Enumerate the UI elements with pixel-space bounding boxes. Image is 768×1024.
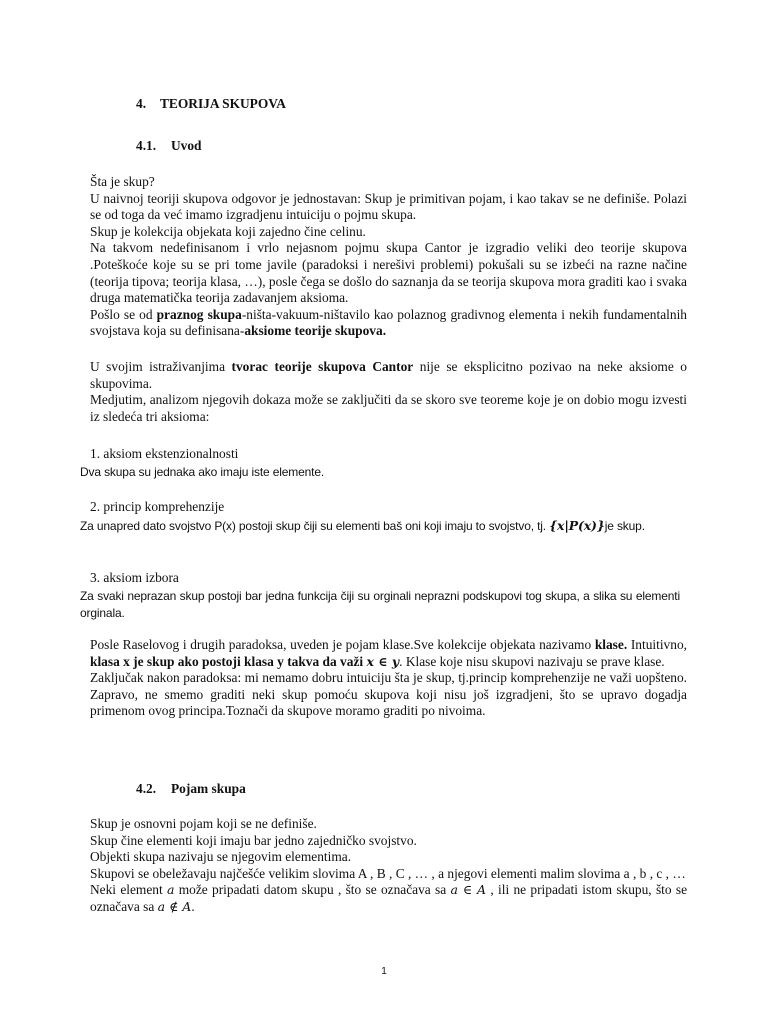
empty-set-paragraph: Pošlo se od praznog skupa-ništa-vakuum-ništavilo kao polaznog gradivnog elementa i nekih fundamentalnih svojstava koja su definisana-aksiome teorije skupova. xyxy=(90,306,687,339)
formula: {x|P(x)} xyxy=(549,518,605,533)
intro-paragraph: U naivnoj teoriji skupova odgovor je jednostavan: Skup je primitivan pojam, i kao takav se ne definiše. Polazi se od toga da već imamo izgradjenu intuiciju o pojmu skupa. xyxy=(90,190,687,223)
russell-paragraph: Posle Raselovog i drugih paradoksa, uveden je pojam klase.Sve kolekcije objekata nazivamo klase. Intuitivno, klasa x je skup ako postoji klasa y takva da važi x ∈ y. Klase koje nisu skupovi nazivaju se prave klase. xyxy=(90,637,687,669)
section-number: 4.2. xyxy=(136,781,157,796)
formula: a ∈ A xyxy=(450,882,487,898)
theorems-paragraph: Medjutim, analizom njegovih dokaza može se zaključiti da se skoro sve teoreme koje je on dobio mogu izvesti iz sledeća tri aksioma: xyxy=(90,392,687,424)
set-line: Objekti skupa nazivaju se njegovim elementima. xyxy=(90,849,352,865)
axiom-label: 3. aksiom izbora xyxy=(90,570,179,585)
axiom-text: Za unapred dato svojstvo P(x) postoji skup čiji su elementi baš oni koji imaju to svojstvo, tj. {x|P(x)}je skup. xyxy=(80,518,645,533)
formula: a xyxy=(167,882,175,898)
formula: x ∈ y xyxy=(366,653,400,669)
formula: a ∉ A xyxy=(157,898,192,914)
intro-paragraph: Skup je kolekcija objekata koji zajedno čine celinu. xyxy=(90,223,366,239)
set-line: Skupovi se obeležavaju najčešće velikim slovima A , B , C , … , a njegovi elementi malim slovima a , b , c , … xyxy=(90,865,686,881)
bold-term: praznog skupa xyxy=(156,306,242,322)
axiom-text: Za svaki neprazan skup postoji bar jedna funkcija čiji su orginali neprazni podskupovi tog skupa, a slika su elementi orginala. xyxy=(80,589,680,620)
cantor-block xyxy=(90,359,687,425)
page-number: 1 xyxy=(381,966,387,977)
chapter-heading xyxy=(136,96,286,113)
intro-block xyxy=(90,174,687,340)
axiom-text: Dva skupa su jednaka ako imaju iste elemente. xyxy=(80,465,325,479)
section-title: Pojam skupa xyxy=(171,781,246,796)
cantor-paragraph: U svojim istraživanjima tvorac teorije skupova Cantor nije se eksplicitno pozivao na neke aksiome o skupovima. xyxy=(90,359,687,391)
paradox-block xyxy=(90,637,687,720)
conclusion-paragraph: Zaključak nakon paradoksa: mi nemamo dobru intuiciju šta je skup, tj.princip komprehenzije ne važi uopšteno. Zapravo, ne smemo graditi neki skup pomoću skupova koji nisu još izgradjeni, što se upravo dogadja primenom ovog principa.Toznači da skupove moramo graditi po nivoima. xyxy=(90,670,687,719)
section-heading-intro xyxy=(136,138,202,155)
element-paragraph: Neki element a može pripadati datom skupu , što se označava sa a ∈ A , ili ne pripadati istom skupu, što se označava sa a ∉ A. xyxy=(90,882,688,914)
set-line: Skup čine elementi koji imaju bar jedno zajedničko svojstvo. xyxy=(90,832,417,848)
bold-term: aksiome teorije skupova. xyxy=(244,323,387,339)
bold-term: klase. xyxy=(594,637,628,652)
axiom-label: 2. princip komprehenzije xyxy=(90,499,225,514)
chapter-number: 4. xyxy=(136,96,147,111)
bold-term: tvorac teorije skupova Cantor xyxy=(231,359,414,374)
axiom-label: 1. aksiom ekstenzionalnosti xyxy=(90,446,239,461)
intro-paragraph: Na takvom nedefinisanom i vrlo nejasnom pojmu skupa Cantor je izgradio veliki deo teorije skupova .Poteškoće koje su se pri tome javile (paradoksi i nerešivi problemi) pokušali su se izbeći na razne načine (teorija tipova; teorija klasa, …), posle čega se došlo do saznanja da se teorija skupova mora graditi kao i svaka druga matematička teorija zadavanjem aksioma. xyxy=(90,240,687,306)
set-line: Skup je osnovni pojam koji se ne definiše. xyxy=(90,816,317,831)
intro-question: Šta je skup? xyxy=(90,174,155,189)
section-heading-set xyxy=(136,781,246,798)
section-number: 4.1. xyxy=(136,138,157,153)
set-concept-block xyxy=(90,816,687,916)
section-title: Uvod xyxy=(171,138,202,153)
chapter-title: TEORIJA SKUPOVA xyxy=(160,96,286,111)
bold-term: klasa x je skup ako postoji klasa y takva da važi xyxy=(90,653,367,669)
